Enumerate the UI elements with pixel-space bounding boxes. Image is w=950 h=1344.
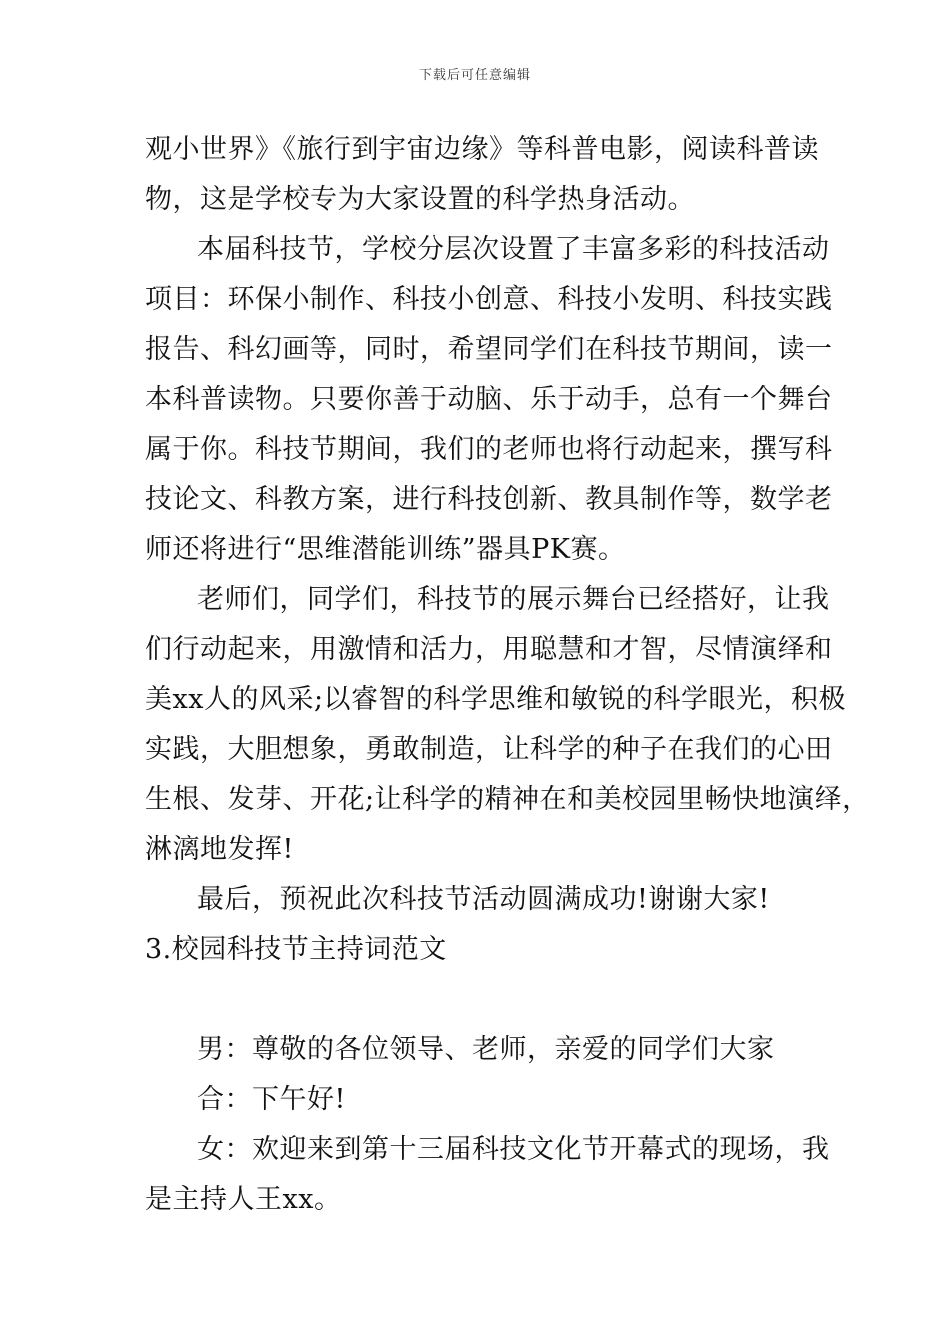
paragraph-line: 最后，预祝此次科技节活动圆满成功!谢谢大家! xyxy=(197,884,770,915)
paragraph-line: 实践，大胆想象，勇敢制造，让科学的种子在我们的心田 xyxy=(145,734,833,765)
paragraph-line: 项目：环保小制作、科技小创意、科技小发明、科技实践 xyxy=(145,284,833,315)
paragraph-line: 报告、科幻画等，同时，希望同学们在科技节期间，读一 xyxy=(145,334,833,365)
paragraph-line: 们行动起来，用激情和活力，用聪慧和才智，尽情演绎和 xyxy=(145,634,833,665)
paragraph-line: 本科普读物。只要你善于动脑、乐于动手，总有一个舞台 xyxy=(145,384,833,415)
paragraph-line: 本届科技节，学校分层次设置了丰富多彩的科技活动 xyxy=(197,234,830,265)
paragraph-line: 美xx人的风采;以睿智的科学思维和敏锐的科学眼光，积极 xyxy=(145,684,847,715)
dialogue-line: 女：欢迎来到第十三届科技文化节开幕式的现场，我 xyxy=(197,1134,830,1165)
dialogue-line: 合：下午好! xyxy=(197,1084,346,1115)
dialogue-line: 是主持人王xx。 xyxy=(145,1184,342,1215)
paragraph-line: 观小世界》《旅行到宇宙边缘》等科普电影，阅读科普读 xyxy=(145,134,819,165)
paragraph-line: 师还将进行“思维潜能训练”器具PK赛。 xyxy=(145,534,626,565)
paragraph-line: 属于你。科技节期间，我们的老师也将行动起来，撰写科 xyxy=(145,434,833,465)
dialogue-line: 男：尊敬的各位领导、老师，亲爱的同学们大家 xyxy=(197,1034,775,1065)
section-heading: 3.校园科技节主持词范文 xyxy=(145,934,447,965)
page-header-note: 下载后可任意编辑 xyxy=(418,68,531,83)
paragraph-line: 淋漓地发挥! xyxy=(145,834,294,865)
paragraph-line: 物，这是学校专为大家设置的科学热身活动。 xyxy=(145,184,695,215)
paragraph-line: 老师们，同学们，科技节的展示舞台已经搭好，让我 xyxy=(197,584,830,615)
paragraph-line: 技论文、科教方案，进行科技创新、教具制作等，数学老 xyxy=(145,484,833,515)
paragraph-line: 生根、发芽、开花;让科学的精神在和美校园里畅快地演绎， xyxy=(145,784,870,815)
